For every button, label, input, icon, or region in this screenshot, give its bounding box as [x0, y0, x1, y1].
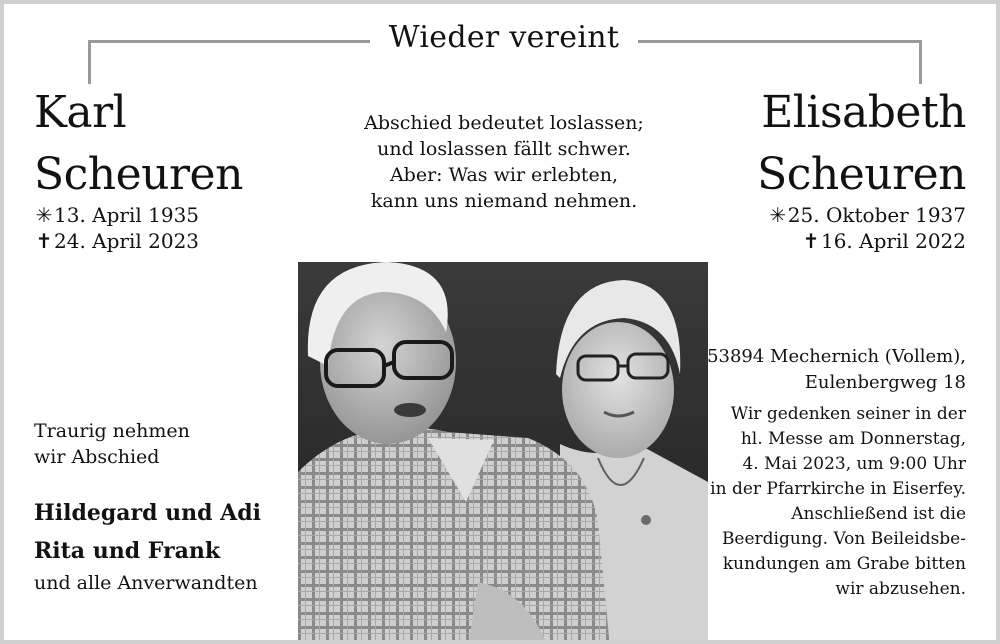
right-person-name	[757, 82, 966, 206]
death-cross-icon: ✝	[35, 229, 53, 253]
service-line: wir abzusehen.	[835, 579, 966, 599]
right-birth-date: 25. Oktober 1937	[787, 203, 966, 227]
heading-title: Wieder vereint	[388, 20, 620, 55]
family-name: Hildegard und Adi	[34, 500, 261, 526]
mourning-intro	[34, 418, 190, 470]
right-birth-line	[768, 202, 966, 228]
service-details	[710, 402, 966, 602]
service-line: hl. Messe am Donnerstag,	[740, 429, 966, 449]
right-last-name: Scheuren	[757, 149, 966, 200]
relatives-line: und alle Anverwandten	[34, 572, 258, 594]
right-death-date: 16. April 2022	[820, 229, 966, 253]
left-first-name: Karl	[34, 87, 127, 138]
couple-photo	[298, 262, 708, 644]
left-last-name: Scheuren	[34, 149, 243, 200]
service-line: in der Pfarrkirche in Eiserfey.	[710, 479, 966, 499]
birth-star-icon: ✳	[35, 203, 53, 227]
left-death-line	[34, 228, 199, 254]
right-dates	[768, 202, 966, 254]
poem-line: Abschied bedeutet loslassen;	[364, 112, 644, 134]
mourning-intro-line: Traurig nehmen	[34, 420, 190, 442]
poem-line: und loslassen fällt schwer.	[377, 138, 631, 160]
service-line: 4. Mai 2023, um 9:00 Uhr	[742, 454, 966, 474]
couple-photo-icon	[298, 262, 708, 644]
left-person-name	[34, 82, 243, 206]
poem-line: kann uns niemand nehmen.	[370, 190, 638, 212]
left-birth-date: 13. April 1935	[54, 203, 200, 227]
death-cross-icon: ✝	[802, 229, 820, 253]
farewell-poem	[334, 110, 674, 214]
mourning-families	[34, 494, 261, 570]
address-block	[707, 344, 966, 396]
service-line: Anschließend ist die	[791, 504, 966, 524]
address-line: Eulenbergweg 18	[804, 372, 966, 393]
address-line: 53894 Mechernich (Vollem),	[707, 346, 966, 367]
poem-line: Aber: Was wir erlebten,	[389, 164, 619, 186]
left-death-date: 24. April 2023	[54, 229, 200, 253]
right-death-line	[768, 228, 966, 254]
mourning-intro-line: wir Abschied	[34, 446, 160, 468]
birth-star-icon: ✳	[769, 203, 787, 227]
left-dates	[34, 202, 199, 254]
left-birth-line	[34, 202, 199, 228]
service-line: Beerdigung. Von Beileidsbe-	[721, 529, 966, 549]
right-first-name: Elisabeth	[761, 87, 966, 138]
service-line: Wir gedenken seiner in der	[730, 404, 966, 424]
family-name: Rita und Frank	[34, 538, 221, 564]
service-line: kundungen am Grabe bitten	[722, 554, 966, 574]
